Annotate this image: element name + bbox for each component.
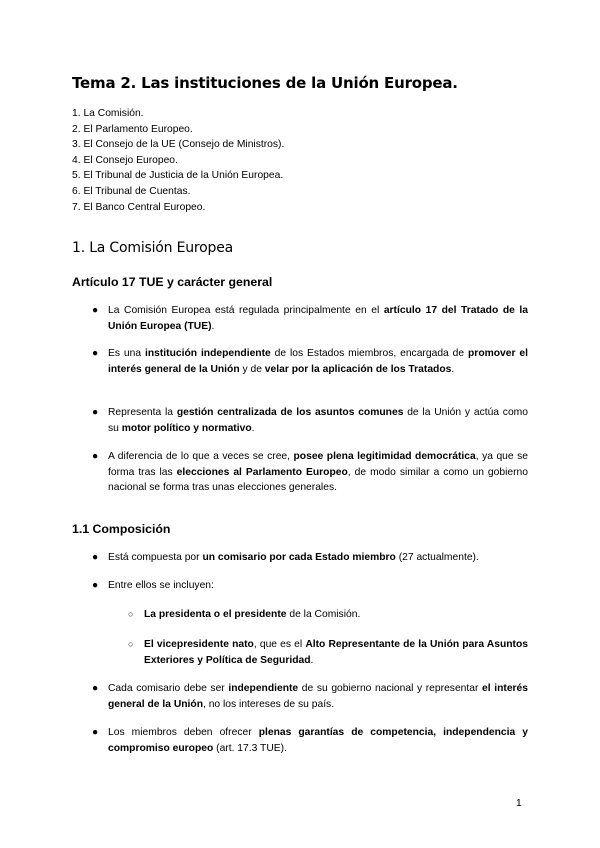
bold-text: el interés general de la Unión (108, 683, 528, 710)
text: de su gobierno nacional y representar (298, 683, 483, 694)
bullet-icon: ● (92, 552, 99, 563)
hollow-bullet-icon: ○ (128, 609, 134, 619)
bold-text: independiente (228, 683, 299, 694)
list-item (92, 303, 528, 334)
bullet-icon: ● (92, 683, 99, 694)
bold-text: Alto Representante de la Unión para Asuntos Exteriores y Política de Seguridad (144, 639, 528, 666)
bullet-icon: ● (92, 407, 99, 418)
bold-text: plenas garantías de competencia, independencia y compromiso europeo (108, 727, 528, 754)
toc-item: 3. El Consejo de la UE (Consejo de Ministros). (72, 139, 285, 151)
sub-list-item (128, 637, 528, 668)
document-title: Tema 2. Las instituciones de la Unión Europea. (72, 74, 458, 92)
list-item (92, 681, 528, 712)
subsection-heading-composicion: 1.1 Composición (72, 522, 171, 536)
bold-text: posee plena legitimidad democrática (293, 451, 476, 462)
text: Está compuesta por (108, 552, 203, 563)
text: , de modo similar a como un gobierno nacional se forma tras unas elecciones generales. (108, 466, 529, 494)
text: de la Comisión. (286, 609, 361, 620)
toc-item: 7. El Banco Central Europeo. (72, 201, 206, 213)
sub-list-item (128, 607, 528, 623)
toc-item: 1. La Comisión. (72, 108, 144, 119)
list-item (92, 578, 528, 594)
bold-text: promover el interés general de la Unión (108, 348, 528, 375)
toc-item: 4. El Consejo Europeo. (72, 154, 178, 166)
list-item (92, 346, 528, 377)
text: . (310, 654, 314, 666)
bold-text: La presidenta o el presidente (144, 609, 287, 620)
toc-item: 5. El Tribunal de Justicia de la Unión Europea. (72, 170, 284, 182)
text: . (211, 320, 215, 332)
text: (27 actualmente). (395, 552, 479, 563)
toc-item: 2. El Parlamento Europeo. (72, 123, 193, 135)
text: , que es el (253, 639, 306, 650)
bold-text: motor político y normativo (121, 422, 252, 434)
bold-text: velar por la aplicación de los Tratados (264, 363, 452, 375)
text: Los miembros deben ofrecer (108, 727, 259, 738)
toc-item: 6. El Tribunal de Cuentas. (72, 185, 191, 197)
bold-text: un comisario por cada Estado miembro (202, 552, 396, 563)
text: , no los intereses de su país. (202, 698, 335, 710)
text: , ya que se forma tras las (108, 451, 529, 478)
section-heading-comision: 1. La Comisión Europea (72, 240, 233, 256)
text: . (451, 363, 455, 375)
bullet-icon: ● (92, 727, 99, 738)
bold-text: gestión centralizada de los asuntos comunes (176, 407, 404, 418)
text: (art. 17.3 TUE). (213, 742, 287, 754)
list-item (92, 449, 528, 496)
list-item (92, 405, 528, 436)
text: Es una (108, 348, 145, 359)
text: y de (239, 363, 265, 375)
bold-text: elecciones al Parlamento Europeo (176, 466, 348, 478)
text: . (251, 422, 255, 434)
list-item (92, 725, 528, 756)
hollow-bullet-icon: ○ (128, 639, 134, 649)
bold-text: El vicepresidente nato (144, 639, 254, 650)
table-of-contents (72, 106, 284, 215)
text: A diferencia de lo que a veces se cree, (108, 451, 294, 462)
bold-text: artículo 17 del Tratado de la Unión Europea (TUE) (108, 305, 528, 332)
bullet-icon: ● (92, 305, 99, 316)
bullet-icon: ● (92, 348, 99, 359)
page-number: 1 (516, 798, 522, 809)
list-item (92, 550, 528, 566)
subsection-heading-art17: Artículo 17 TUE y carácter general (72, 275, 273, 289)
bold-text: institución independiente (145, 348, 271, 359)
bullet-icon: ● (92, 451, 99, 462)
text: Cada comisario debe ser (108, 683, 229, 694)
bullet-icon: ● (92, 580, 99, 591)
text: Entre ellos se incluyen: (108, 580, 214, 591)
text: de los Estados miembros, encargada de (270, 348, 469, 359)
text: Representa la (108, 407, 177, 418)
text: de la Unión y actúa como su (108, 407, 528, 434)
text: La Comisión Europea está regulada principalmente en el (108, 305, 384, 316)
